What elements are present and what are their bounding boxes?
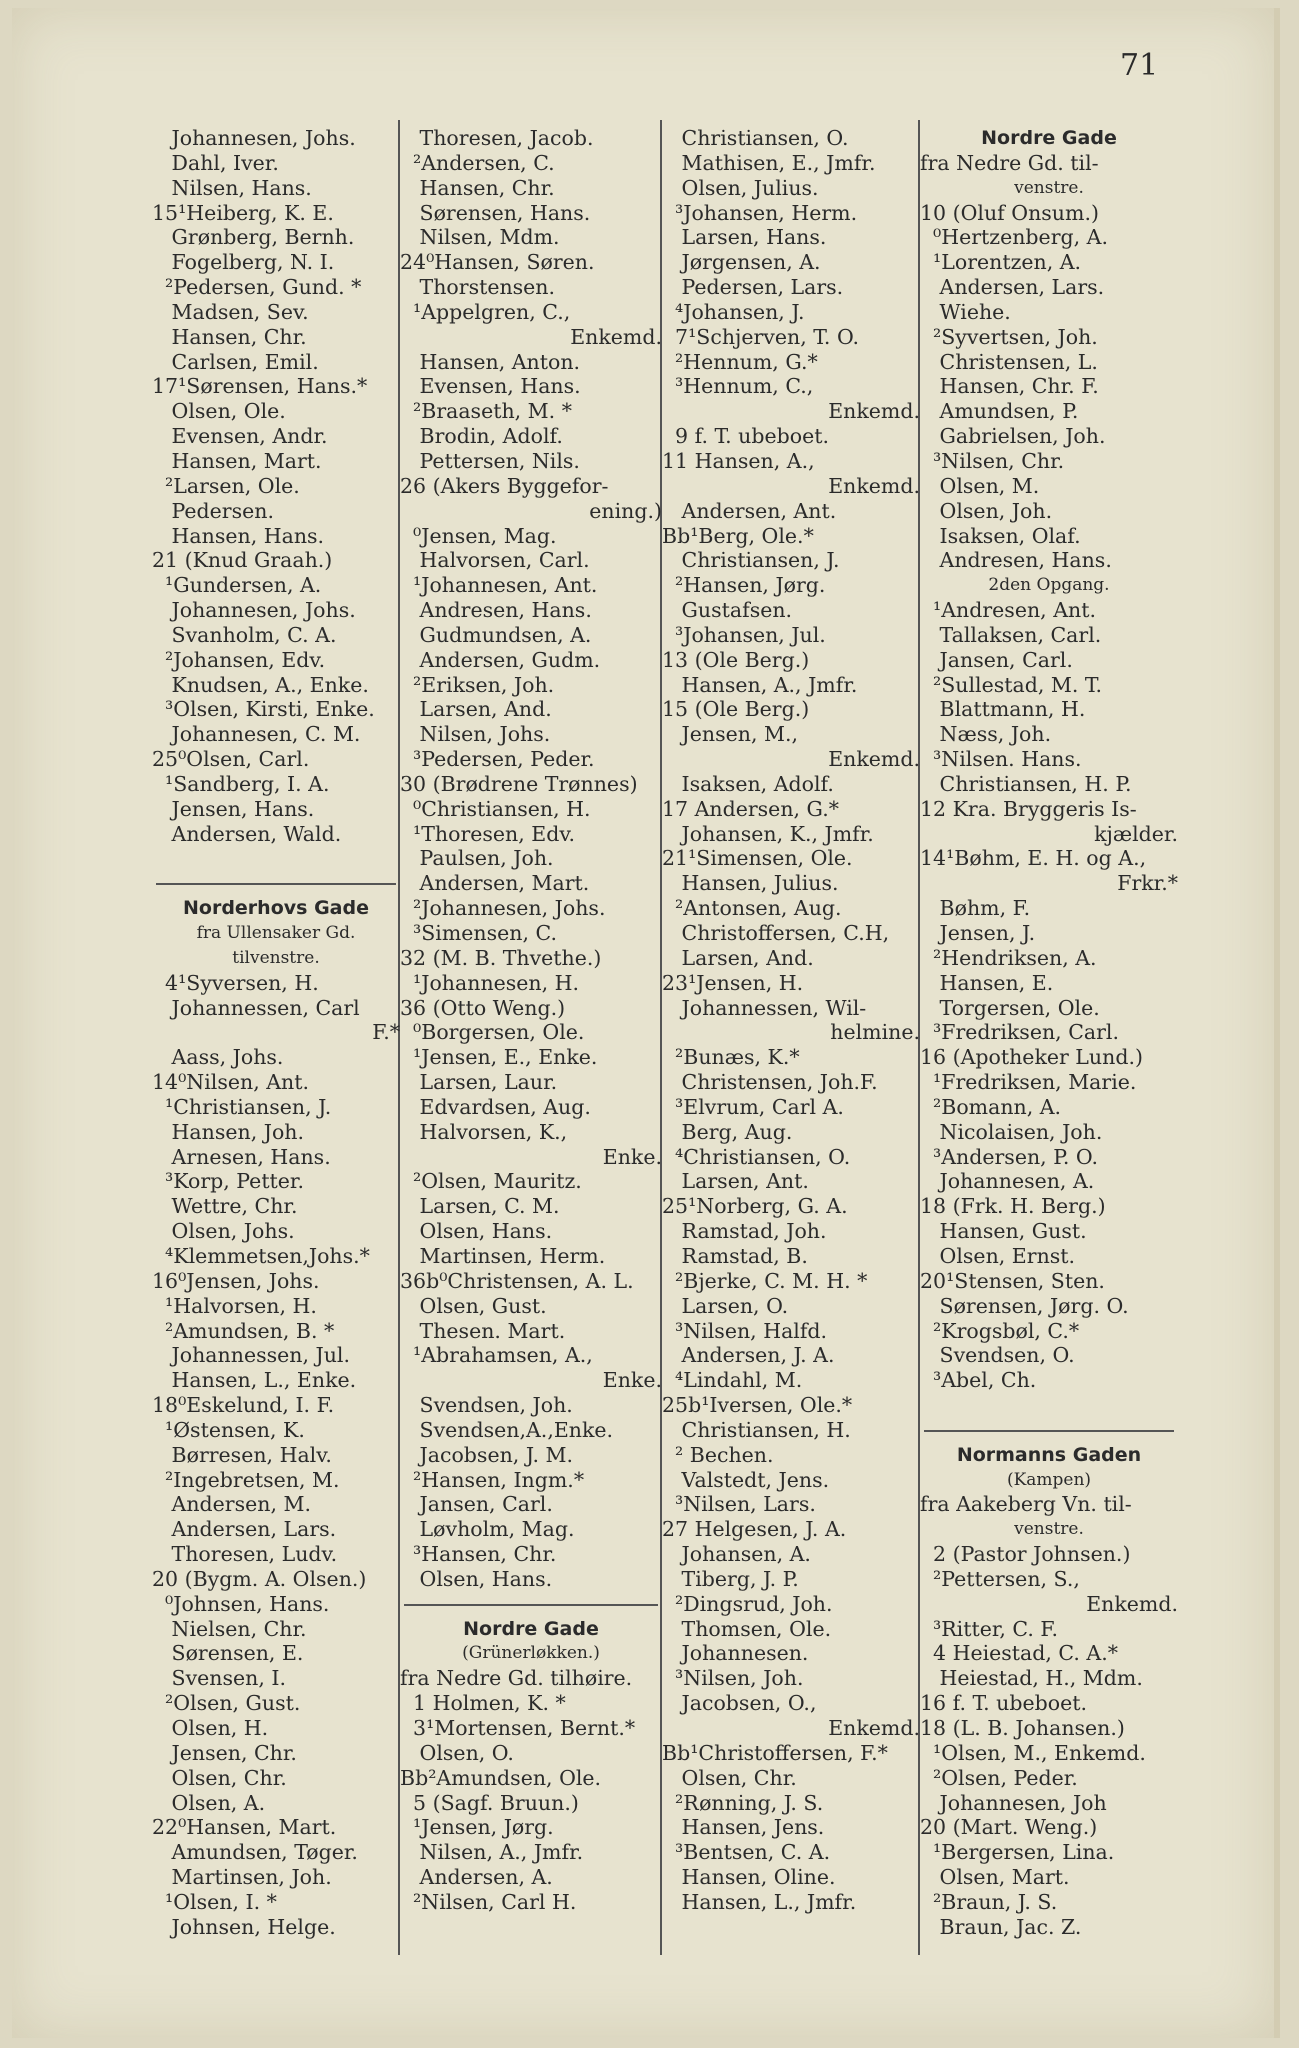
entry-continuation: Enkemd. — [828, 399, 920, 424]
directory-entry: ⁰Jensen, Mag. — [400, 523, 557, 548]
directory-entry: Valstedt, Jens. — [662, 1467, 830, 1492]
directory-entry: 21¹Simensen, Ole. — [662, 846, 853, 871]
directory-entry: ³Nilsen, Lars. — [662, 1492, 816, 1517]
directory-entry: Sørensen, Hans. — [400, 200, 591, 225]
directory-entry: 13 (Ole Berg.) — [662, 647, 810, 672]
directory-entry: Jensen, M., — [662, 722, 799, 747]
directory-entry: 18 (Frk. H. Berg.) — [920, 1194, 1106, 1219]
entry-continuation: kjælder. — [1094, 821, 1178, 846]
directory-entry: Svendsen, Joh. — [400, 1393, 573, 1418]
directory-entry: ³Bentsen, C. A. — [662, 1840, 831, 1865]
directory-entry: Berg, Aug. — [662, 1119, 793, 1144]
directory-entry: Andersen, Mart. — [400, 871, 590, 896]
directory-entry: Ramstad, B. — [662, 1243, 808, 1268]
column-3 — [662, 126, 920, 1915]
directory-entry: Pedersen, Lars. — [662, 275, 844, 300]
directory-entry: Carlsen, Emil. — [152, 349, 319, 374]
directory-entry: ²Amundsen, B. * — [152, 1318, 335, 1343]
directory-entry: Olsen, Mart. — [920, 1865, 1070, 1890]
street-heading: Normanns Gaden — [956, 1443, 1142, 1466]
entry-continuation: Enkemd. — [1086, 1591, 1178, 1616]
directory-entry: Pettersen, Nils. — [400, 448, 580, 473]
directory-entry: ¹Østensen, K. — [152, 1417, 305, 1442]
directory-entry: 11 Hansen, A., — [662, 448, 815, 473]
directory-entry: Paulsen, Joh. — [400, 846, 554, 871]
directory-entry: Børresen, Halv. — [152, 1442, 332, 1467]
directory-entry: ¹Abrahamsen, A., — [400, 1343, 593, 1368]
directory-entry: 16 (Apotheker Lund.) — [920, 1045, 1143, 1070]
street-subtitle: venstre. — [1014, 1519, 1084, 1540]
directory-entry: Isaksen, Olaf. — [920, 523, 1081, 548]
directory-entry: ²Hansen, Jørg. — [662, 573, 826, 598]
directory-entry: Nicolaisen, Joh. — [920, 1119, 1103, 1144]
directory-entry: Sørensen, Jørg. O. — [920, 1293, 1129, 1318]
directory-entry: 7¹Schjerven, T. O. — [662, 324, 860, 349]
directory-entry: ¹Bergersen, Lina. — [920, 1840, 1115, 1865]
directory-entry: Jensen, J. — [920, 921, 1036, 945]
directory-entry: Olsen, Julius. — [662, 175, 819, 200]
street-heading: Nordre Gade — [981, 127, 1117, 149]
directory-entry: Nielsen, Chr. — [152, 1616, 307, 1641]
column-1 — [152, 126, 400, 1940]
directory-entry: Christiansen, J. — [662, 548, 840, 573]
directory-entry: ²Bomann, A. — [920, 1094, 1062, 1119]
directory-entry: Hansen, E. — [920, 970, 1054, 995]
directory-entry: ¹Gundersen, A. — [152, 573, 322, 598]
directory-entry: 25⁰Olsen, Carl. — [152, 747, 310, 772]
street-heading: Nordre Gade — [463, 1617, 599, 1640]
directory-entry: Grønberg, Bernh. — [152, 225, 355, 250]
street-subtitle: venstre. — [1014, 177, 1084, 198]
directory-entry: Arnesen, Hans. — [152, 1144, 331, 1169]
section-note: 2den Opgang. — [988, 575, 1110, 596]
directory-entry: Andersen, Wald. — [152, 821, 342, 846]
directory-entry: 17¹Sørensen, Hans.* — [152, 374, 368, 399]
directory-entry: Christensen, L. — [920, 349, 1098, 374]
directory-entry: Bb²Amundsen, Ole. — [400, 1765, 602, 1790]
directory-entry: 18⁰Eskelund, I. F. — [152, 1393, 335, 1418]
directory-entry: ³Fredriksen, Carl. — [920, 1020, 1119, 1045]
directory-entry: 26 (Akers Byggefor- — [400, 473, 609, 498]
directory-entry: Edvardsen, Aug. — [400, 1094, 591, 1119]
directory-entry: 23¹Jensen, H. — [662, 970, 804, 995]
directory-entry: 4 Heiestad, C. A.* — [920, 1641, 1118, 1666]
directory-entry: 15¹Heiberg, K. E. — [152, 200, 334, 225]
blank-line — [152, 846, 400, 871]
directory-entry: Wiehe. — [920, 299, 1011, 324]
directory-entry: Larsen, Hans. — [662, 225, 827, 250]
directory-entry: ⁰Hertzenberg, A. — [920, 225, 1108, 250]
directory-entry: Nilsen, Hans. — [152, 175, 312, 200]
directory-entry: Torgersen, Ole. — [920, 995, 1100, 1020]
directory-entry: Hansen, Mart. — [152, 448, 322, 473]
directory-entry: Andersen, A. — [400, 1865, 553, 1890]
directory-entry: fra Nedre Gd. tilhøire. — [400, 1666, 633, 1691]
directory-entry: Martinsen, Joh. — [152, 1865, 332, 1890]
directory-entry: Johannesen, Johs. — [152, 126, 356, 150]
directory-entry: Blattmann, H. — [920, 697, 1086, 722]
directory-entry: Nilsen, Mdm. — [400, 225, 560, 250]
directory-entry: Hansen, Julius. — [662, 871, 839, 896]
directory-entry: Johnsen, Helge. — [152, 1914, 336, 1939]
directory-entry: ²Bunæs, K.* — [662, 1045, 800, 1070]
directory-entry: Andersen, Lars. — [152, 1517, 337, 1542]
directory-entry: ²Johannesen, Johs. — [400, 896, 606, 921]
directory-entry: ³Nilsen. Hans. — [920, 747, 1082, 772]
directory-entry: Svendsen, O. — [920, 1343, 1075, 1368]
entry-continuation: helmine. — [830, 1020, 920, 1045]
directory-entry: Gabrielsen, Joh. — [920, 424, 1106, 449]
directory-entry: ²Krogsbøl, C.* — [920, 1318, 1080, 1343]
directory-entry: Mathisen, E., Jmfr. — [662, 150, 876, 175]
directory-entry: 25¹Norberg, G. A. — [662, 1194, 848, 1219]
directory-entry: Thoresen, Jacob. — [400, 126, 594, 150]
directory-entry: ³Korp, Petter. — [152, 1169, 304, 1194]
directory-entry: 12 Kra. Bryggeris Is- — [920, 796, 1137, 821]
directory-entry: ²Olsen, Peder. — [920, 1765, 1078, 1790]
directory-entry: Hansen, Chr. F. — [920, 374, 1099, 399]
directory-entry: ³Andersen, P. O. — [920, 1144, 1098, 1169]
directory-page — [12, 8, 1280, 2038]
directory-entry: Bb¹Berg, Ole.* — [662, 523, 814, 548]
directory-entry: 32 (M. B. Thvethe.) — [400, 945, 602, 970]
directory-entry: ²Andersen, C. — [400, 150, 555, 175]
directory-entry: Larsen, And. — [662, 945, 814, 970]
street-subtitle: fra Ullensaker Gd. — [196, 923, 356, 943]
directory-entry: 20 (Mart. Weng.) — [920, 1815, 1098, 1840]
directory-entry: Johansen, A. — [662, 1542, 811, 1567]
directory-entry: Olsen, O. — [400, 1740, 514, 1765]
directory-entry: ¹Johannesen, H. — [400, 970, 580, 995]
directory-entry: 15 (Ole Berg.) — [662, 697, 810, 722]
directory-entry: Isaksen, Adolf. — [662, 771, 834, 796]
directory-entry: Johannessen, Jul. — [152, 1343, 350, 1368]
directory-entry: Thesen. Mart. — [400, 1318, 566, 1343]
directory-entry: Johannessen, Carl — [152, 995, 360, 1020]
directory-entry: Hansen, Hans. — [152, 523, 325, 548]
directory-entry: Olsen, Johs. — [152, 1219, 295, 1244]
directory-entry: ⁰Johnsen, Hans. — [152, 1591, 330, 1616]
directory-entry: Nilsen, Johs. — [400, 722, 551, 747]
directory-entry: Johannesen, Joh — [920, 1790, 1107, 1815]
directory-entry: Johansen, K., Jmfr. — [662, 821, 874, 846]
entry-continuation: Enkemd. — [828, 473, 920, 498]
directory-entry: Hansen, Gust. — [920, 1219, 1087, 1244]
directory-entry: Amundsen, P. — [920, 399, 1079, 424]
directory-entry: Bøhm, F. — [920, 896, 1031, 921]
directory-entry: Hansen, A., Jmfr. — [662, 672, 858, 697]
directory-entry: Braun, Jac. Z. — [920, 1914, 1082, 1939]
directory-entry: 25b¹Iversen, Ole.* — [662, 1393, 853, 1418]
directory-entry: Næss, Joh. — [920, 722, 1052, 747]
directory-entry: 3¹Mortensen, Bernt.* — [400, 1716, 636, 1740]
directory-entry: ²Nilsen, Carl H. — [400, 1889, 577, 1914]
directory-entry: Olsen, A. — [152, 1790, 266, 1815]
directory-entry: ¹Halvorsen, H. — [152, 1293, 317, 1318]
directory-entry: 30 (Brødrene Trønnes) — [400, 771, 638, 796]
directory-entry: Svanholm, C. A. — [152, 622, 337, 647]
directory-entry: ¹Jensen, Jørg. — [400, 1815, 554, 1840]
directory-entry: ²Larsen, Ole. — [152, 473, 300, 498]
directory-entry: ²Olsen, Gust. — [152, 1691, 301, 1716]
directory-entry: ⁴Johansen, J. — [662, 299, 805, 324]
directory-entry: ³Nilsen, Chr. — [920, 448, 1065, 473]
directory-entry: Thoresen, Ludv. — [152, 1542, 338, 1567]
directory-entry: Larsen, And. — [400, 697, 552, 722]
directory-entry: Christoffersen, C.H, — [662, 921, 890, 945]
directory-entry: Halvorsen, K., — [400, 1119, 568, 1144]
directory-entry: Knudsen, A., Enke. — [152, 672, 369, 697]
section-rule — [920, 1418, 1178, 1443]
directory-entry: Christiansen, H. — [662, 1417, 851, 1442]
directory-entry: Andersen, M. — [152, 1492, 312, 1517]
directory-entry: Madsen, Sev. — [152, 299, 309, 324]
directory-entry: Hansen, Anton. — [400, 349, 581, 374]
directory-entry: Larsen, C. M. — [400, 1194, 560, 1219]
directory-entry: ²Ingebretsen, M. — [152, 1467, 340, 1492]
directory-entry: Johannesen, A. — [920, 1169, 1095, 1194]
directory-entry: Christiansen, H. P. — [920, 771, 1132, 796]
directory-entry: 16 f. T. ubeboet. — [920, 1691, 1087, 1716]
directory-entry: Johannesen. — [662, 1641, 809, 1666]
directory-entry: Brodin, Adolf. — [400, 424, 563, 449]
directory-entry: Olsen, Hans. — [400, 1566, 553, 1591]
directory-entry: Olsen, Hans. — [400, 1219, 553, 1244]
directory-entry: ¹Jensen, E., Enke. — [400, 1045, 598, 1070]
directory-entry: ³Pedersen, Peder. — [400, 747, 595, 772]
directory-entry: 2 (Pastor Johnsen.) — [920, 1542, 1131, 1567]
directory-entry: Svendsen,A.,Enke. — [400, 1417, 614, 1442]
directory-entry: Hansen, L., Jmfr. — [662, 1889, 857, 1914]
street-subtitle: (Kampen) — [1006, 1469, 1092, 1490]
directory-entry: ¹Johannesen, Ant. — [400, 573, 598, 598]
directory-entry: Olsen, M. — [920, 473, 1040, 498]
directory-entry: Hansen, Jens. — [662, 1815, 825, 1840]
directory-entry: Olsen, Ole. — [152, 399, 286, 424]
directory-entry: Christiansen, O. — [662, 126, 849, 150]
directory-entry: ¹Olsen, I. * — [152, 1889, 277, 1914]
directory-entry: ²Sullestad, M. T. — [920, 672, 1103, 697]
directory-entry: Andresen, Hans. — [400, 598, 592, 623]
directory-entry: 10 (Oluf Onsum.) — [920, 200, 1099, 225]
directory-entry: ⁰Christiansen, H. — [400, 796, 591, 821]
directory-entry: 16⁰Jensen, Johs. — [152, 1268, 320, 1293]
directory-entry: 36b⁰Christensen, A. L. — [400, 1268, 634, 1293]
directory-entry: 4¹Syversen, H. — [152, 970, 319, 995]
directory-entry: Løvholm, Mag. — [400, 1517, 575, 1542]
directory-entry: Christensen, Joh.F. — [662, 1070, 878, 1095]
directory-entry: ²Eriksen, Joh. — [400, 672, 555, 697]
directory-entry: ²Hendriksen, A. — [920, 945, 1097, 970]
directory-entry: ²Olsen, Mauritz. — [400, 1169, 582, 1194]
column-4 — [920, 126, 1178, 1940]
directory-entry: Larsen, Ant. — [662, 1169, 809, 1194]
directory-entry: ¹Andresen, Ant. — [920, 598, 1096, 623]
directory-entry: 21 (Knud Graah.) — [152, 548, 333, 573]
directory-entry: Thorstensen. — [400, 275, 556, 300]
directory-entry: ²Pedersen, Gund. * — [152, 275, 362, 300]
directory-entry: Hansen, L., Enke. — [152, 1368, 357, 1393]
directory-entry: ¹Lorentzen, A. — [920, 250, 1082, 275]
directory-entry: Aass, Johs. — [152, 1045, 284, 1070]
page-number: 71 — [1120, 48, 1159, 83]
directory-entry: Nilsen, A., Jmfr. — [400, 1840, 584, 1865]
street-subtitle: (Grünerløkken.) — [462, 1643, 600, 1664]
directory-entry: 36 (Otto Weng.) — [400, 995, 566, 1020]
directory-entry: Johannessen, Wil- — [662, 995, 867, 1020]
street-heading: Norderhovs Gade — [183, 897, 369, 920]
directory-entry: Pedersen. — [152, 498, 274, 523]
entry-continuation: Enke. — [602, 1144, 662, 1169]
directory-entry: Andresen, Hans. — [920, 548, 1112, 573]
directory-entry: ²Pettersen, S., — [920, 1566, 1080, 1591]
directory-entry: 17 Andersen, G.* — [662, 796, 839, 821]
directory-entry: ²Antonsen, Aug. — [662, 896, 842, 921]
directory-entry: Andersen, Ant. — [662, 498, 837, 523]
directory-entry: Hansen, Chr. — [152, 324, 307, 349]
directory-entry: Jacobsen, J. M. — [400, 1442, 573, 1467]
blank-line — [920, 1393, 1178, 1418]
directory-entry: Andersen, Lars. — [920, 275, 1105, 300]
directory-entry: ⁰Borgersen, Ole. — [400, 1020, 585, 1045]
directory-entry: ⁴Christiansen, O. — [662, 1144, 851, 1169]
directory-entry: ¹Sandberg, I. A. — [152, 771, 330, 796]
directory-entry: ³Ritter, C. F. — [920, 1616, 1058, 1641]
directory-entry: Andersen, Gudm. — [400, 647, 601, 672]
directory-entry: 24⁰Hansen, Søren. — [400, 250, 595, 275]
directory-entry: Thomsen, Ole. — [662, 1616, 832, 1641]
directory-entry: ⁴Klemmetsen,Johs.* — [152, 1243, 370, 1268]
directory-entry: Svensen, I. — [152, 1666, 287, 1691]
directory-entry: ²Hennum, G.* — [662, 349, 818, 374]
directory-entry: Olsen, Joh. — [920, 498, 1053, 523]
directory-entry: Jensen, Hans. — [152, 796, 315, 821]
directory-entry: 27 Helgesen, J. A. — [662, 1517, 847, 1542]
directory-entry: Olsen, Ernst. — [920, 1243, 1076, 1268]
directory-entry: Wettre, Chr. — [152, 1194, 298, 1219]
directory-entry: Olsen, Chr. — [152, 1765, 287, 1790]
entry-continuation: Enkemd. — [828, 1716, 920, 1740]
directory-entry: Olsen, Gust. — [400, 1293, 547, 1318]
directory-entry: 1 Holmen, K. * — [400, 1691, 566, 1716]
directory-entry: ²Braaseth, M. * — [400, 399, 572, 424]
directory-entry: Martinsen, Herm. — [400, 1243, 606, 1268]
directory-entry: Tallaksen, Carl. — [920, 622, 1102, 647]
directory-entry: ³Hennum, C., — [662, 374, 814, 399]
directory-entry: 20¹Stensen, Sten. — [920, 1268, 1105, 1293]
directory-entry: Hansen, Oline. — [662, 1865, 836, 1890]
directory-entry: Hansen, Chr. — [400, 175, 555, 200]
section-rule — [152, 871, 400, 896]
column-2 — [400, 126, 662, 1915]
directory-entry: ³Simensen, C. — [400, 921, 557, 945]
directory-entry: ³Johansen, Herm. — [662, 200, 858, 225]
directory-entry: ¹Thoresen, Edv. — [400, 821, 576, 846]
directory-entry: Jørgensen, A. — [662, 250, 821, 275]
directory-entry: ³Hansen, Chr. — [400, 1542, 557, 1567]
directory-entry: 9 f. T. ubeboet. — [662, 424, 829, 449]
directory-entry: ²Bjerke, C. M. H. * — [662, 1268, 868, 1293]
directory-entry: Jansen, Carl. — [400, 1492, 553, 1517]
directory-entry: Bb¹Christoffersen, F.* — [662, 1740, 888, 1765]
directory-entry: Jansen, Carl. — [920, 647, 1073, 672]
directory-entry: ²Braun, J. S. — [920, 1889, 1058, 1914]
directory-entry: fra Aakeberg Vn. til- — [920, 1492, 1132, 1517]
directory-entry: Andersen, J. A. — [662, 1343, 835, 1368]
directory-entry: 20 (Bygm. A. Olsen.) — [152, 1566, 367, 1591]
directory-entry: ³Abel, Ch. — [920, 1368, 1037, 1393]
directory-entry: ²Hansen, Ingm.* — [400, 1467, 585, 1492]
entry-continuation: Frkr.* — [1117, 871, 1178, 896]
directory-entry: Amundsen, Tøger. — [152, 1840, 358, 1865]
directory-entry: Gustafsen. — [662, 598, 793, 623]
directory-entry: Jensen, Chr. — [152, 1740, 297, 1765]
directory-entry: ²Syvertsen, Joh. — [920, 324, 1098, 349]
directory-entry: Larsen, O. — [662, 1293, 789, 1318]
directory-entry: Dahl, Iver. — [152, 150, 279, 175]
directory-entry: ²Johansen, Edv. — [152, 647, 326, 672]
directory-entry: ²Rønning, J. S. — [662, 1790, 824, 1815]
directory-entry: Jacobsen, O., — [662, 1691, 817, 1716]
directory-entry: ³Nilsen, Joh. — [662, 1666, 804, 1691]
directory-entry: Olsen, H. — [152, 1716, 269, 1740]
directory-entry: 18 (L. B. Johansen.) — [920, 1716, 1125, 1740]
entry-continuation: Enkemd. — [570, 324, 662, 349]
directory-entry: ³Nilsen, Halfd. — [662, 1318, 828, 1343]
directory-entry: Hansen, Joh. — [152, 1119, 305, 1144]
directory-entry: 5 (Sagf. Bruun.) — [400, 1790, 579, 1815]
directory-entry: Gudmundsen, A. — [400, 622, 592, 647]
entry-continuation: F.* — [372, 1020, 400, 1045]
street-subtitle: tilvenstre. — [232, 947, 320, 968]
directory-entry: Tiberg, J. P. — [662, 1566, 799, 1591]
directory-entry: ¹Olsen, M., Enkemd. — [920, 1740, 1146, 1765]
directory-entry: Fogelberg, N. I. — [152, 250, 335, 275]
directory-entry: Johannesen, C. M. — [152, 722, 361, 747]
directory-entry: ¹Christiansen, J. — [152, 1094, 332, 1119]
directory-entry: ³Olsen, Kirsti, Enke. — [152, 697, 375, 722]
entry-continuation: Enkemd. — [828, 747, 920, 772]
directory-entry: fra Nedre Gd. til- — [920, 150, 1099, 175]
directory-entry: Heiestad, H., Mdm. — [920, 1666, 1143, 1691]
entry-continuation: Enke. — [602, 1368, 662, 1393]
directory-entry: ²Dingsrud, Joh. — [662, 1591, 833, 1616]
directory-entry: ¹Fredriksen, Marie. — [920, 1070, 1137, 1095]
directory-entry: Ramstad, Joh. — [662, 1219, 827, 1244]
directory-entry: Halvorsen, Carl. — [400, 548, 590, 573]
directory-entry: ⁴Lindahl, M. — [662, 1368, 803, 1393]
directory-entry: ³Johansen, Jul. — [662, 622, 826, 647]
directory-entry: Larsen, Laur. — [400, 1070, 558, 1095]
directory-entry: 14⁰Nilsen, Ant. — [152, 1070, 310, 1095]
directory-entry: ² Bechen. — [662, 1442, 774, 1467]
directory-entry: ¹Appelgren, C., — [400, 299, 571, 324]
entry-continuation: ening.) — [589, 498, 662, 523]
section-rule — [400, 1592, 662, 1617]
directory-entry: Evensen, Hans. — [400, 374, 581, 399]
directory-entry: Evensen, Andr. — [152, 424, 328, 449]
directory-entry: Johannesen, Johs. — [152, 598, 356, 623]
directory-entry: Sørensen, E. — [152, 1641, 304, 1666]
directory-entry: 22⁰Hansen, Mart. — [152, 1815, 337, 1840]
directory-entry: 14¹Bøhm, E. H. og A., — [920, 846, 1147, 871]
directory-entry: ³Elvrum, Carl A. — [662, 1094, 844, 1119]
directory-entry: Olsen, Chr. — [662, 1765, 797, 1790]
